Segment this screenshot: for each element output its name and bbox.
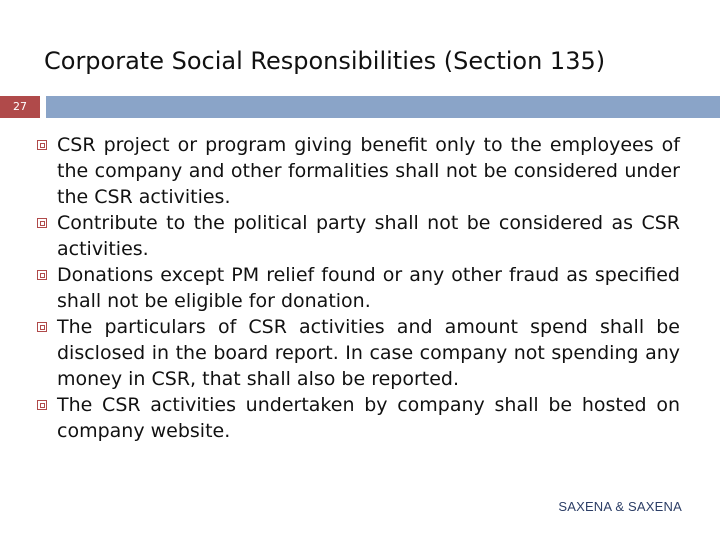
bullet-text: The CSR activities undertaken by company shall be hosted on company website.: [57, 394, 680, 442]
bullet-text: Donations except PM relief found or any other fraud as specified shall not be eligible for donation.: [57, 264, 680, 312]
footer-text: SAXENA & SAXENA: [558, 499, 682, 514]
bullet-text: Contribute to the political party shall not be considered as CSR activities.: [57, 212, 680, 260]
slide-title: Corporate Social Responsibilities (Section 135): [44, 47, 606, 75]
title-rule-line: [46, 96, 720, 118]
title-rule: [0, 96, 720, 118]
square-bullet-icon: [37, 322, 47, 332]
bullet-list: [30, 132, 680, 444]
bullet-item-political-party: [30, 210, 680, 262]
slide-number: 27: [0, 96, 40, 118]
bullet-text: CSR project or program giving benefit only to the employees of the company and other formalities shall not be considered under the CSR activities.: [57, 134, 680, 208]
bullet-text: The particulars of CSR activities and amount spend shall be disclosed in the board report. In case company not spending any money in CSR, that shall also be reported.: [57, 316, 680, 390]
square-bullet-icon: [37, 218, 47, 228]
bullet-item-board-report: [30, 314, 680, 392]
square-bullet-icon: [37, 140, 47, 150]
bullet-item-donations: [30, 262, 680, 314]
square-bullet-icon: [37, 270, 47, 280]
bullet-item-employee-benefit: [30, 132, 680, 210]
bullet-item-company-website: [30, 392, 680, 444]
square-bullet-icon: [37, 400, 47, 410]
